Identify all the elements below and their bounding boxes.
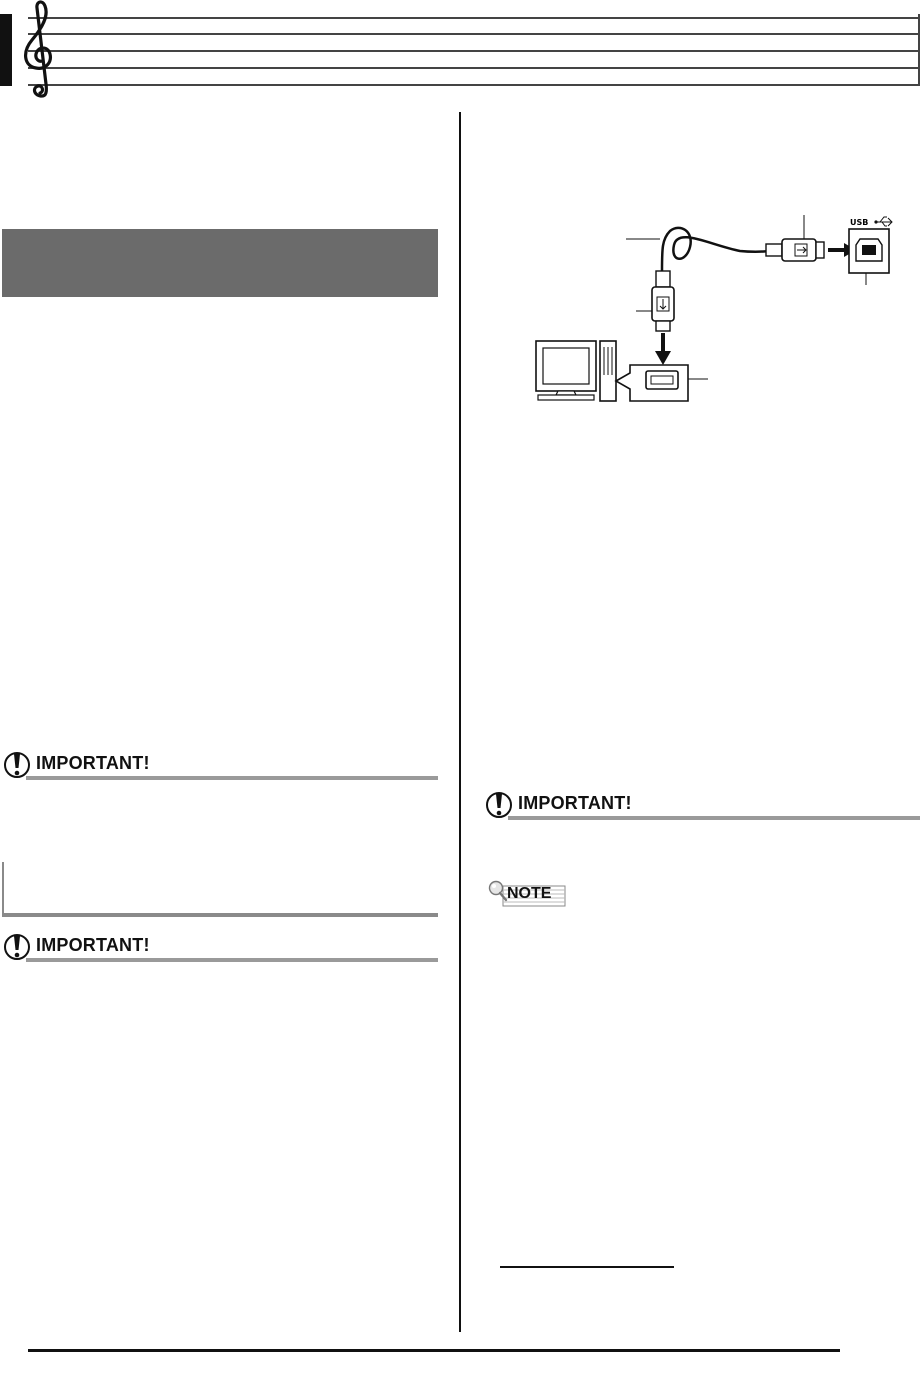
important-rule xyxy=(26,776,438,780)
usb-b-plug xyxy=(766,239,824,261)
subsection-heading-box xyxy=(2,862,438,914)
computer-usb-port xyxy=(616,365,688,401)
usb-cable xyxy=(662,228,768,271)
important-notice xyxy=(2,750,438,780)
important-label: IMPORTANT! xyxy=(36,753,150,773)
usb-a-plug xyxy=(652,271,674,331)
staff-end xyxy=(918,14,920,86)
important-label: IMPORTANT! xyxy=(518,793,632,813)
staff-line xyxy=(28,67,920,69)
staff-line xyxy=(28,33,920,35)
staff-line xyxy=(28,84,920,86)
note-notice xyxy=(487,880,567,910)
section-heading-block xyxy=(2,229,438,297)
important-label: IMPORTANT! xyxy=(36,935,150,955)
usb-symbol-icon xyxy=(874,217,892,226)
computer-icon xyxy=(536,341,616,401)
staff-line xyxy=(28,17,920,19)
usb-port-label: USB xyxy=(850,218,869,227)
usb-connection-diagram xyxy=(510,205,920,405)
usb-port xyxy=(849,229,889,273)
important-rule xyxy=(508,816,920,820)
important-notice xyxy=(2,932,438,962)
note-label: NOTE xyxy=(507,885,552,902)
important-rule xyxy=(26,958,438,962)
important-notice xyxy=(484,790,920,820)
footer-rule xyxy=(28,1349,840,1352)
treble-clef-icon xyxy=(16,0,64,100)
short-rule xyxy=(500,1266,674,1268)
column-divider xyxy=(459,112,461,1332)
subsection-rule xyxy=(2,913,438,917)
staff-line xyxy=(28,50,920,52)
header-bar xyxy=(0,14,12,86)
